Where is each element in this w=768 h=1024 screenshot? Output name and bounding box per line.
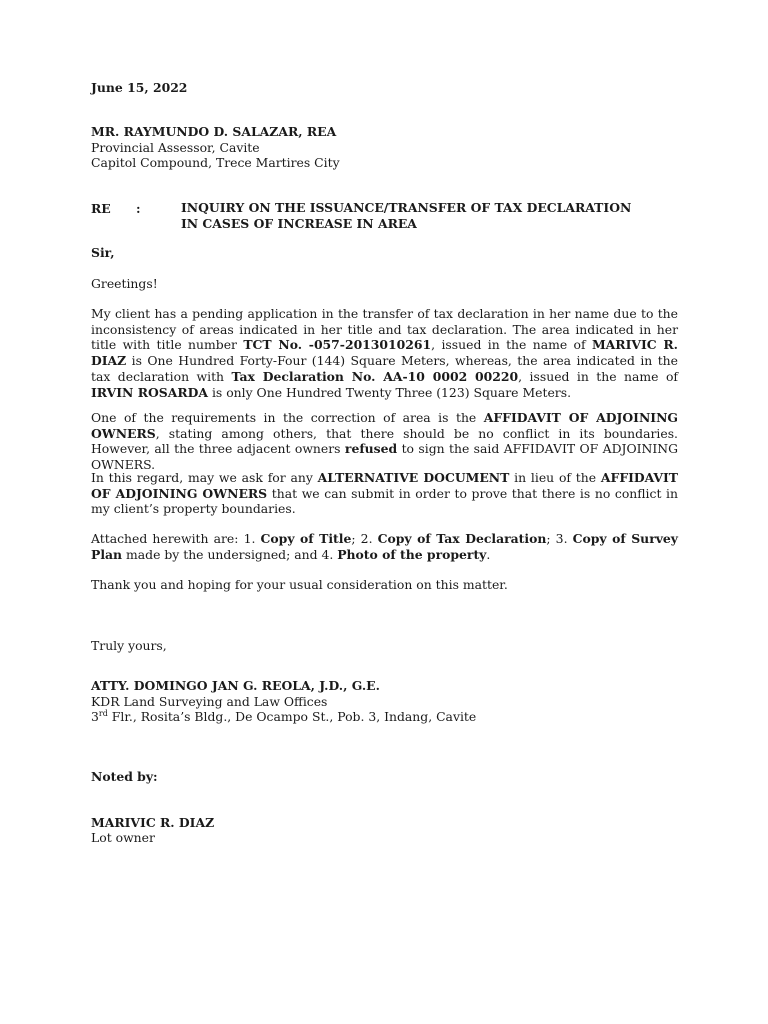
p4-text-1: Attached herewith are: 1. [91,531,261,546]
p1-text-1: My client has a pending application in the transfer of tax declaration in her name due to the inconsistency of areas indicated in her title and tax declaration. The area indicated in her title with title number [91,306,678,353]
address-floor-suffix: rd [98,708,108,718]
recipient-title: Provincial Assessor, Cavite [91,140,260,155]
p4-copy-of-tax-declaration: Copy of Tax Declaration [377,531,547,546]
closing: Truly yours, [91,638,167,653]
salutation: Sir, [91,245,115,260]
p3-text-2: in lieu of the [509,470,601,485]
re-subject-line-2: IN CASES OF INCREASE IN AREA [181,216,417,231]
p3-alternative-document: ALTERNATIVE DOCUMENT [317,470,510,485]
address-floor-number: 3 [91,709,99,724]
p3-text-1: In this regard, may we ask for any [91,470,318,485]
owner-name: MARIVIC R. DIAZ [91,815,215,830]
p2-text-1: One of the requirements in the correction of area is the [91,410,484,425]
p4-text-3: ; 3. [546,531,573,546]
noted-by-label: Noted by: [91,769,158,784]
signatory-name: ATTY. DOMINGO JAN G. REOLA, J.D., G.E. [91,678,380,693]
recipient-name: MR. RAYMUNDO D. SALAZAR, REA [91,124,337,139]
p1-text-4: , issued in the name of [518,368,678,384]
p4-copy-of-survey-plan: Copy of Survey Plan [91,531,679,562]
signatory-address [91,709,476,725]
letter-date: June 15, 2022 [91,80,188,95]
greeting: Greetings! [91,276,158,291]
p4-photo-of-property: Photo of the property [337,546,487,562]
p1-tct-number: TCT No. -057-2013010261 [243,337,432,353]
paragraph-1 [91,306,678,400]
re-subject-line-1: INQUIRY ON THE ISSUANCE/TRANSFER OF TAX DECLARATION [181,200,632,215]
signatory-office: KDR Land Surveying and Law Offices [91,694,328,709]
p2-text-2: , stating among others, that there should be no conflict in its boundaries. However, all the three adjacent owners [91,425,678,457]
paragraph-4 [91,531,678,562]
p2-refused: refused [344,441,398,457]
p4-text-5: . [486,546,491,562]
recipient-address: Capitol Compound, Trece Martires City [91,155,340,170]
p1-text-5: is only One Hundred Twenty Three (123) Square Meters. [208,384,572,400]
paragraph-3 [91,470,678,517]
re-subject [181,200,681,232]
p1-text-2: , issued in the name of [431,337,592,353]
p3-text-3: that we can submit in order to prove that there is no conflict in my client’s property boundaries. [91,485,678,517]
p2-affidavit: AFFIDAVIT OF ADJOINING OWNERS [91,410,678,441]
owner-role: Lot owner [91,830,155,845]
re-label: RE [91,201,111,216]
address-rest: Flr., Rosita’s Bldg., De Ocampo St., Pob. 3, Indang, Cavite [107,709,477,724]
p4-copy-of-title: Copy of Title [260,531,352,546]
thank-you-line: Thank you and hoping for your usual consideration on this matter. [91,577,508,592]
paragraph-2 [91,410,678,473]
p1-text-3: is One Hundred Forty-Four (144) Square Meters, whereas, the area indicated in the tax declaration with [91,353,678,384]
p1-owner-name: MARIVIC R. DIAZ [91,337,678,369]
p4-text-2: ; 2. [351,531,378,546]
p3-affidavit: AFFIDAVIT OF ADJOINING OWNERS [91,470,679,501]
p4-text-4: made by the undersigned; and 4. [122,546,338,562]
p2-text-3: to sign the said AFFIDAVIT OF ADJOINING OWNERS. [91,441,679,473]
p1-declarant-name: IRVIN ROSARDA [91,384,209,400]
re-colon: : [136,201,141,216]
p1-tax-declaration-number: Tax Declaration No. AA-10 0002 00220 [231,368,519,384]
